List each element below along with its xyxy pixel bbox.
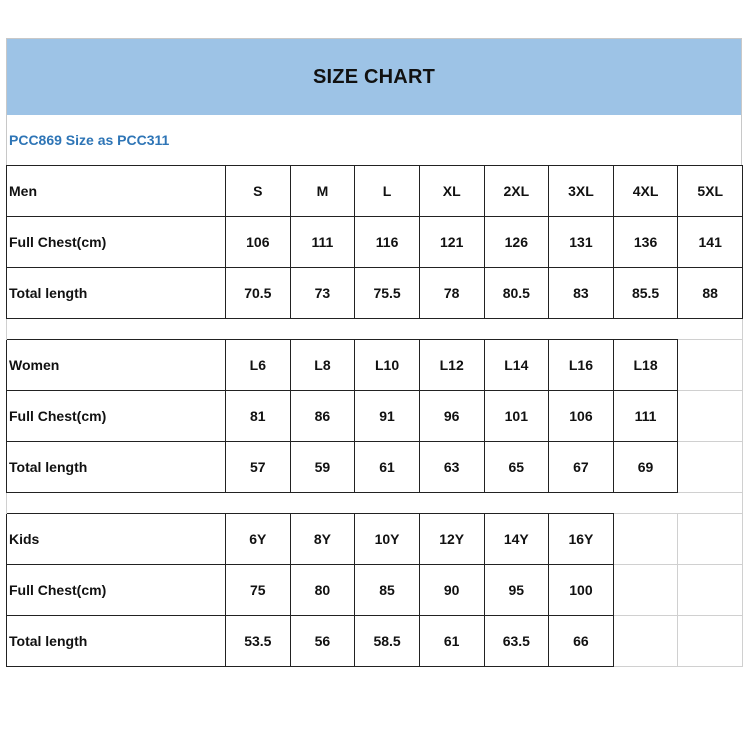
size-chart — [6, 38, 742, 667]
table-cell: M — [290, 166, 355, 217]
table-cell: 66 — [549, 616, 614, 667]
table-cell: 121 — [419, 217, 484, 268]
table-cell: 58.5 — [355, 616, 420, 667]
subtitle-row — [6, 115, 742, 165]
empty-cell — [678, 340, 743, 391]
table-cell: 67 — [549, 442, 614, 493]
table-cell: 141 — [678, 217, 743, 268]
table-cell: 61 — [419, 616, 484, 667]
table-cell: 8Y — [290, 514, 355, 565]
row-label: Men — [7, 166, 226, 217]
table-cell: 61 — [355, 442, 420, 493]
table-cell: 88 — [678, 268, 743, 319]
row-label: Full Chest(cm) — [7, 565, 226, 616]
table-cell: 101 — [484, 391, 549, 442]
table-cell: 69 — [613, 442, 678, 493]
table-cell: L16 — [549, 340, 614, 391]
empty-cell — [678, 565, 743, 616]
table-cell: 70.5 — [226, 268, 291, 319]
row-label: Total length — [7, 442, 226, 493]
table-cell: 63 — [419, 442, 484, 493]
table-cell: 4XL — [613, 166, 678, 217]
table-cell: 91 — [355, 391, 420, 442]
chart-header — [6, 38, 742, 115]
table-cell: 131 — [549, 217, 614, 268]
measurement-row — [7, 442, 743, 493]
empty-cell — [678, 616, 743, 667]
table-cell: 85.5 — [613, 268, 678, 319]
row-label: Full Chest(cm) — [7, 217, 226, 268]
table-cell: 2XL — [484, 166, 549, 217]
table-cell: 96 — [419, 391, 484, 442]
table-cell: S — [226, 166, 291, 217]
table-cell: 85 — [355, 565, 420, 616]
table-cell: 14Y — [484, 514, 549, 565]
table-cell: 95 — [484, 565, 549, 616]
row-label: Women — [7, 340, 226, 391]
table-cell: 12Y — [419, 514, 484, 565]
spacer-cell — [7, 319, 743, 340]
table-cell: 57 — [226, 442, 291, 493]
table-cell: 53.5 — [226, 616, 291, 667]
table-cell: 81 — [226, 391, 291, 442]
table-cell: 126 — [484, 217, 549, 268]
table-cell: 90 — [419, 565, 484, 616]
table-cell: L — [355, 166, 420, 217]
table-cell: L6 — [226, 340, 291, 391]
table-cell: L8 — [290, 340, 355, 391]
empty-cell — [678, 391, 743, 442]
table-cell: 73 — [290, 268, 355, 319]
table-cell: 16Y — [549, 514, 614, 565]
table-cell: 80.5 — [484, 268, 549, 319]
table-cell: 59 — [290, 442, 355, 493]
chart-title: SIZE CHART — [313, 65, 435, 88]
table-cell: 75 — [226, 565, 291, 616]
measurement-row — [7, 565, 743, 616]
table-cell: 3XL — [549, 166, 614, 217]
row-label: Kids — [7, 514, 226, 565]
table-cell: 80 — [290, 565, 355, 616]
table-cell: L12 — [419, 340, 484, 391]
table-cell: XL — [419, 166, 484, 217]
table-cell: 63.5 — [484, 616, 549, 667]
table-cell: 111 — [290, 217, 355, 268]
section-spacer — [7, 319, 743, 340]
table-cell: 111 — [613, 391, 678, 442]
table-cell: 10Y — [355, 514, 420, 565]
size-header-row — [7, 340, 743, 391]
measurement-row — [7, 391, 743, 442]
row-label: Total length — [7, 268, 226, 319]
empty-cell — [613, 565, 678, 616]
table-cell: 65 — [484, 442, 549, 493]
spacer-cell — [7, 493, 743, 514]
row-label: Total length — [7, 616, 226, 667]
section-spacer — [7, 493, 743, 514]
table-cell: 75.5 — [355, 268, 420, 319]
table-cell: 106 — [226, 217, 291, 268]
empty-cell — [678, 442, 743, 493]
table-cell: L10 — [355, 340, 420, 391]
size-table — [6, 165, 743, 667]
table-cell: 100 — [549, 565, 614, 616]
measurement-row — [7, 217, 743, 268]
measurement-row — [7, 268, 743, 319]
table-cell: 86 — [290, 391, 355, 442]
table-cell: L14 — [484, 340, 549, 391]
table-cell: 6Y — [226, 514, 291, 565]
table-cell: 83 — [549, 268, 614, 319]
measurement-row — [7, 616, 743, 667]
table-cell: 78 — [419, 268, 484, 319]
size-header-row — [7, 514, 743, 565]
chart-subtitle: PCC869 Size as PCC311 — [9, 132, 170, 148]
table-cell: 56 — [290, 616, 355, 667]
table-cell: 136 — [613, 217, 678, 268]
table-cell: L18 — [613, 340, 678, 391]
row-label: Full Chest(cm) — [7, 391, 226, 442]
size-header-row — [7, 166, 743, 217]
table-cell: 116 — [355, 217, 420, 268]
table-cell: 5XL — [678, 166, 743, 217]
empty-cell — [613, 514, 678, 565]
empty-cell — [678, 514, 743, 565]
table-cell: 106 — [549, 391, 614, 442]
empty-cell — [613, 616, 678, 667]
